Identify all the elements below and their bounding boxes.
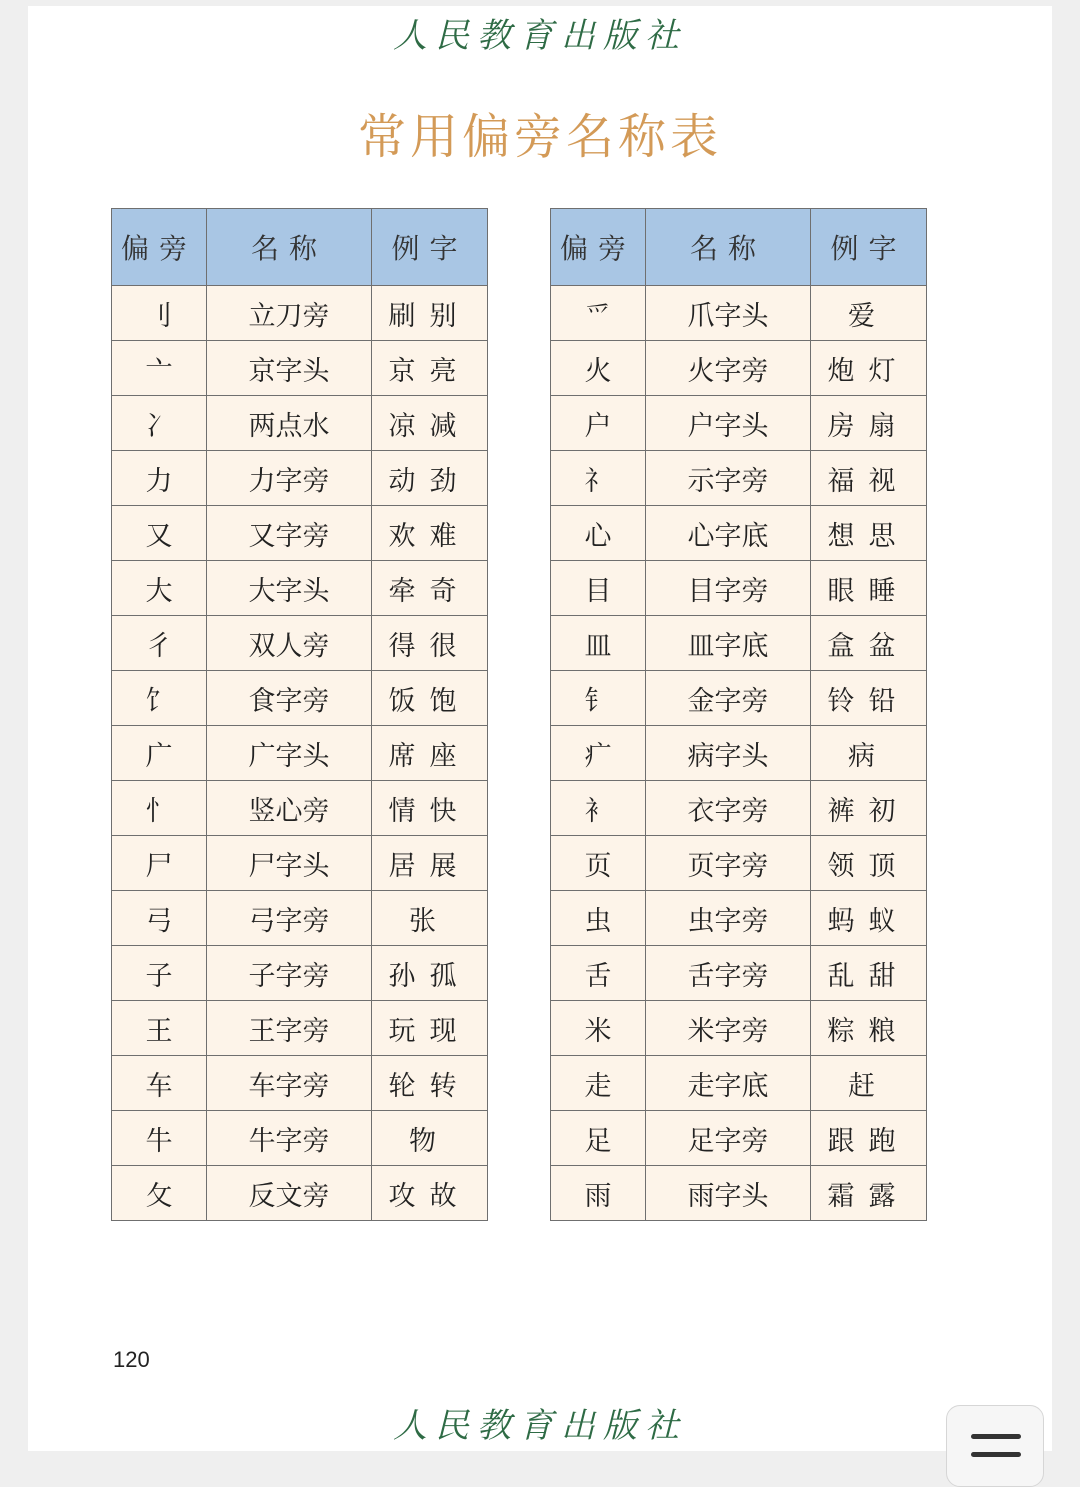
radical-cell: 广	[112, 726, 207, 781]
examples-cell: 领顶	[811, 836, 927, 891]
examples-cell: 蚂蚁	[811, 891, 927, 946]
radical-cell: 目	[551, 561, 646, 616]
radical-cell: 牛	[112, 1111, 207, 1166]
table-row	[551, 726, 927, 781]
name-cell: 尸字头	[207, 836, 372, 891]
name-cell: 车字旁	[207, 1056, 372, 1111]
radical-cell: 又	[112, 506, 207, 561]
table-row	[112, 286, 488, 341]
table-row	[551, 561, 927, 616]
radical-cell: 礻	[551, 451, 646, 506]
radical-cell: 足	[551, 1111, 646, 1166]
examples-cell: 居展	[372, 836, 488, 891]
examples-cell: 爱	[811, 286, 927, 341]
examples-cell: 乱甜	[811, 946, 927, 1001]
table-row	[112, 396, 488, 451]
table-row	[112, 946, 488, 1001]
table-row	[551, 781, 927, 836]
examples-cell: 席座	[372, 726, 488, 781]
examples-cell: 京亮	[372, 341, 488, 396]
table-row	[551, 946, 927, 1001]
name-cell: 反文旁	[207, 1166, 372, 1221]
publisher-logo-bottom: 人民教育出版社	[393, 1406, 687, 1446]
name-cell: 牛字旁	[207, 1111, 372, 1166]
examples-cell: 炮灯	[811, 341, 927, 396]
name-cell: 走字底	[646, 1056, 811, 1111]
radicals-table-left	[111, 208, 488, 1221]
examples-cell: 孙孤	[372, 946, 488, 1001]
examples-cell: 刷别	[372, 286, 488, 341]
table-row	[551, 671, 927, 726]
name-cell: 金字旁	[646, 671, 811, 726]
examples-cell: 裤初	[811, 781, 927, 836]
examples-cell: 福视	[811, 451, 927, 506]
table-row	[112, 451, 488, 506]
radical-cell: 大	[112, 561, 207, 616]
name-cell: 大字头	[207, 561, 372, 616]
table-row	[112, 671, 488, 726]
examples-cell: 铃铅	[811, 671, 927, 726]
table-row	[551, 1056, 927, 1111]
table-row	[112, 1111, 488, 1166]
radical-cell: 舌	[551, 946, 646, 1001]
name-cell: 皿字底	[646, 616, 811, 671]
table-row	[551, 341, 927, 396]
table-row	[112, 506, 488, 561]
radical-cell: 页	[551, 836, 646, 891]
examples-cell: 轮转	[372, 1056, 488, 1111]
header-examples: 例字	[811, 209, 927, 286]
examples-cell: 物	[372, 1111, 488, 1166]
name-cell: 广字头	[207, 726, 372, 781]
header-examples: 例字	[372, 209, 488, 286]
examples-cell: 盒盆	[811, 616, 927, 671]
table-row	[551, 1111, 927, 1166]
radical-cell: 力	[112, 451, 207, 506]
header-radical: 偏旁	[551, 209, 646, 286]
radical-cell: 子	[112, 946, 207, 1001]
table-row	[112, 1166, 488, 1221]
table-row	[551, 836, 927, 891]
table-row	[112, 1056, 488, 1111]
radical-cell: 走	[551, 1056, 646, 1111]
name-cell: 舌字旁	[646, 946, 811, 1001]
table-row	[112, 836, 488, 891]
header-radical: 偏旁	[112, 209, 207, 286]
name-cell: 户字头	[646, 396, 811, 451]
table-header-row	[112, 209, 488, 286]
examples-cell: 眼睡	[811, 561, 927, 616]
name-cell: 火字旁	[646, 341, 811, 396]
examples-cell: 饭饱	[372, 671, 488, 726]
table-row	[551, 891, 927, 946]
table-row	[112, 1001, 488, 1056]
radical-cell: 车	[112, 1056, 207, 1111]
radical-cell: 疒	[551, 726, 646, 781]
examples-cell: 张	[372, 891, 488, 946]
table-row	[551, 1166, 927, 1221]
table-row	[551, 506, 927, 561]
name-cell: 病字头	[646, 726, 811, 781]
table-row	[112, 616, 488, 671]
table-row	[551, 286, 927, 341]
name-cell: 米字旁	[646, 1001, 811, 1056]
hamburger-icon	[971, 1452, 1021, 1457]
radical-cell: 心	[551, 506, 646, 561]
name-cell: 虫字旁	[646, 891, 811, 946]
name-cell: 爪字头	[646, 286, 811, 341]
radical-cell: 户	[551, 396, 646, 451]
name-cell: 页字旁	[646, 836, 811, 891]
name-cell: 子字旁	[207, 946, 372, 1001]
examples-cell: 想思	[811, 506, 927, 561]
examples-cell: 得很	[372, 616, 488, 671]
name-cell: 目字旁	[646, 561, 811, 616]
examples-cell: 攻故	[372, 1166, 488, 1221]
name-cell: 王字旁	[207, 1001, 372, 1056]
examples-cell: 牵奇	[372, 561, 488, 616]
name-cell: 心字底	[646, 506, 811, 561]
table-header-row	[551, 209, 927, 286]
name-cell: 京字头	[207, 341, 372, 396]
name-cell: 立刀旁	[207, 286, 372, 341]
hamburger-icon	[971, 1434, 1021, 1439]
table-row	[112, 341, 488, 396]
name-cell: 示字旁	[646, 451, 811, 506]
examples-cell: 玩现	[372, 1001, 488, 1056]
radical-cell: 王	[112, 1001, 207, 1056]
examples-cell: 房扇	[811, 396, 927, 451]
radical-cell: 米	[551, 1001, 646, 1056]
radical-cell: 虫	[551, 891, 646, 946]
table-row	[551, 616, 927, 671]
radical-cell: 弓	[112, 891, 207, 946]
radical-cell: 亠	[112, 341, 207, 396]
examples-cell: 欢难	[372, 506, 488, 561]
radical-cell: 钅	[551, 671, 646, 726]
radical-cell: 火	[551, 341, 646, 396]
examples-cell: 病	[811, 726, 927, 781]
examples-cell: 凉减	[372, 396, 488, 451]
name-cell: 两点水	[207, 396, 372, 451]
name-cell: 食字旁	[207, 671, 372, 726]
radical-cell: 雨	[551, 1166, 646, 1221]
page-title: 常用偏旁名称表	[357, 109, 722, 165]
table-row	[112, 561, 488, 616]
examples-cell: 赶	[811, 1056, 927, 1111]
examples-cell: 跟跑	[811, 1111, 927, 1166]
name-cell: 雨字头	[646, 1166, 811, 1221]
examples-cell: 动劲	[372, 451, 488, 506]
table-row	[551, 396, 927, 451]
radical-cell: 衤	[551, 781, 646, 836]
examples-cell: 情快	[372, 781, 488, 836]
name-cell: 双人旁	[207, 616, 372, 671]
radical-cell: 尸	[112, 836, 207, 891]
table-row	[551, 1001, 927, 1056]
radical-cell: 爫	[551, 286, 646, 341]
radicals-table-right	[550, 208, 927, 1221]
page-number: 120	[113, 1347, 150, 1372]
radical-cell: 皿	[551, 616, 646, 671]
name-cell: 衣字旁	[646, 781, 811, 836]
publisher-logo-top: 人民教育出版社	[393, 16, 687, 56]
name-cell: 力字旁	[207, 451, 372, 506]
header-name: 名称	[207, 209, 372, 286]
name-cell: 弓字旁	[207, 891, 372, 946]
radical-cell: 彳	[112, 616, 207, 671]
name-cell: 竖心旁	[207, 781, 372, 836]
table-row	[112, 891, 488, 946]
table-row	[112, 726, 488, 781]
radical-cell: 冫	[112, 396, 207, 451]
table-row	[551, 451, 927, 506]
menu-button[interactable]	[946, 1405, 1044, 1487]
radical-cell: 忄	[112, 781, 207, 836]
examples-cell: 霜露	[811, 1166, 927, 1221]
name-cell: 足字旁	[646, 1111, 811, 1166]
examples-cell: 粽粮	[811, 1001, 927, 1056]
table-row	[112, 781, 488, 836]
header-name: 名称	[646, 209, 811, 286]
radical-cell: 饣	[112, 671, 207, 726]
name-cell: 又字旁	[207, 506, 372, 561]
radical-cell: 刂	[112, 286, 207, 341]
radical-cell: 攵	[112, 1166, 207, 1221]
